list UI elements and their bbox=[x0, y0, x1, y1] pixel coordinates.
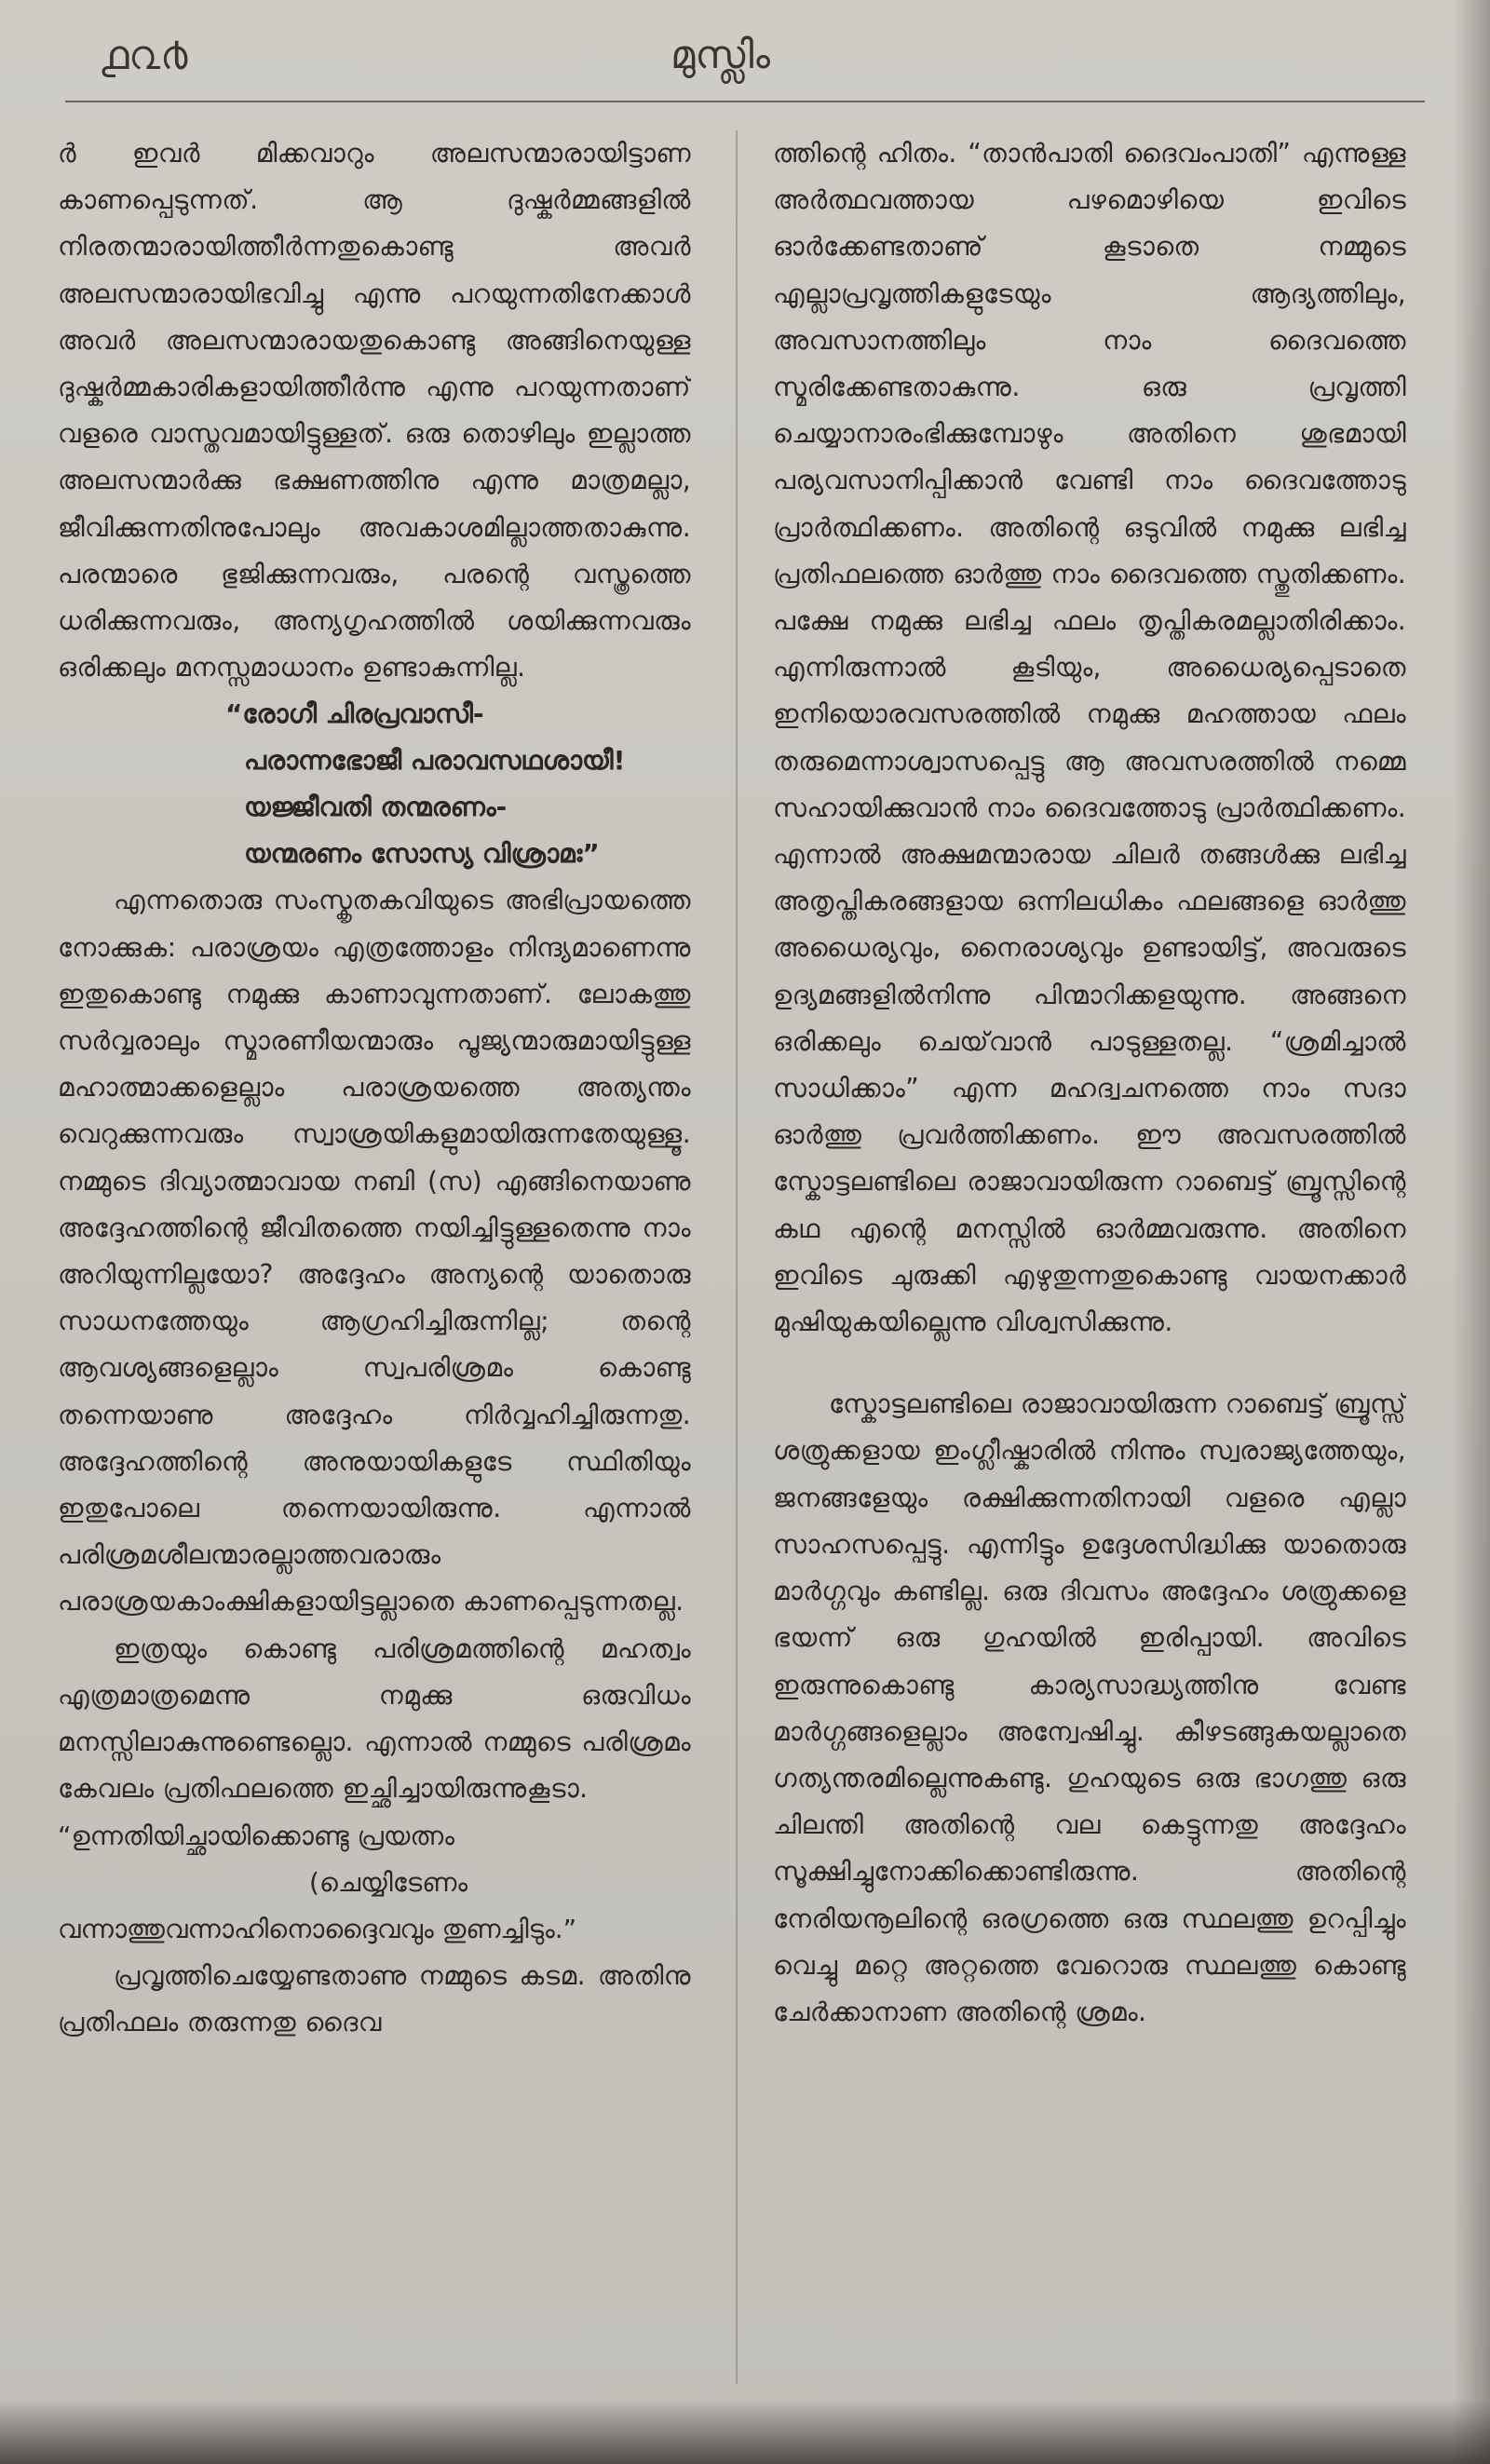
running-title: മുസ്ലിം bbox=[670, 32, 770, 77]
verse-line-2: പരാന്നഭോജീ പരാവസഥശായീ! bbox=[244, 745, 626, 777]
left-paragraph-1: ർ ഇവർ മിക്കവാറും അലസന്മാരായിട്ടാണ കാണപ്പെടുന്നത്. ആ ദുഷ്കർമ്മങ്ങളിൽ നിരതന്മാരായിത്തീർന്നതുകൊണ്ടു അവർ അലസന്മാരായിഭവിച്ചു എന്നു പറയുന്നതിനേക്കാൾ അവർ അലസന്മാരായതുകൊണ്ടു അങ്ങിനെയുള്ള ദുഷ്കർമ്മകാരികളായിത്തീർന്നു എന്നു പറയുന്നതാണ് വളരെ വാസ്തവമായിട്ടുള്ളത്. ഒരു തൊഴിലും ഇല്ലാത്ത അലസന്മാർക്കു ഭക്ഷണത്തിനു എന്നു മാത്രമല്ലാ, ജീവിക്കുന്നതിനുപോലും അവകാശമില്ലാത്തതാകുന്നു. പരന്മാരെ ഭുജിക്കുന്നവരും, പരന്റെ വസ്ത്രത്തെ ധരിക്കുന്നവരും, അന്യഗൃഹത്തിൽ ശയിക്കുന്നവരും ഒരിക്കലും മനസ്സമാധാനം ഉണ്ടാകുന്നില്ല. bbox=[58, 138, 691, 684]
quote-line-3: വന്നാത്തുവന്നാഹിനൊദ്ദൈവവും തുണച്ചിടും.” bbox=[58, 1913, 577, 1944]
right-paragraph-1: ത്തിന്റെ ഹിതം. “താൻപാതി ദൈവംപാതി” എന്നുള്ള അർത്ഥവത്തായ പഴമൊഴിയെ ഇവിടെ ഓർക്കേണ്ടതാണു് കൂടാതെ നമ്മുടെ എല്ലാപ്രവൃത്തികളുടേയും ആദ്യത്തിലും, അവസാനത്തിലും നാം ദൈവത്തെ സ്മരിക്കേണ്ടതാകുന്നു. ഒരു പ്രവൃത്തി ചെയ്യാനാരംഭിക്കുമ്പോഴും അതിനെ ശുഭമായി പര്യവസാനിപ്പിക്കാൻ വേണ്ടി നാം ദൈവത്തോടു പ്രാർത്ഥിക്കണം. അതിന്റെ ഒടുവിൽ നമുക്കു ലഭിച്ച പ്രതിഫലത്തെ ഓർത്തു നാം ദൈവത്തെ സ്തുതിക്കണം. പക്ഷേ നമുക്കു ലഭിച്ച ഫലം തൃപ്തികരമല്ലാതിരിക്കാം. എന്നിരുന്നാൽ കൂടിയും, അധൈര്യപ്പെടാതെ ഇനിയൊരവസരത്തിൽ നമുക്കു മഹത്തായ ഫലം തരുമെന്നാശ്വാസപ്പെട്ടു ആ അവസരത്തിൽ നമ്മെ സഹായിക്കുവാൻ നാം ദൈവത്തോടു പ്രാർത്ഥിക്കണം. എന്നാൽ അക്ഷമന്മാരായ ചിലർ തങ്ങൾക്കു ലഭിച്ച അതൃപ്തികരങ്ങളായ ഒന്നിലധികം ഫലങ്ങളെ ഓർത്തു അധൈര്യവും, നൈരാശ്യവും ഉണ്ടായിട്ട്, അവരുടെ ഉദ്യമങ്ങളിൽനിന്നു പിന്മാറിക്കളയുന്നു. അങ്ങനെ ഒരിക്കലും ചെയ്‌വാൻ പാടുള്ളതല്ല. “ശ്രമിച്ചാൽ സാധിക്കാം” എന്ന മഹദ്വചനത്തെ നാം സദാ ഓർത്തു പ്രവർത്തിക്കണം. ഈ അവസരത്തിൽ സ്കോട്ടലണ്ടിലെ രാജാവായിരുന്ന റാബെട്ട് ബ്രൂസ്സിന്റെ കഥ എന്റെ മനസ്സിൽ ഓർമ്മവരുന്നു. അതിനെ ഇവിടെ ചുരുക്കി എഴുതുന്നതുകൊണ്ടു വായനക്കാർ മുഷിയുകയില്ലെന്നു വിശ്വസിക്കുന്നു. bbox=[773, 138, 1406, 1338]
verse-line-3: യജ്ജീവതി തന്മരണം- bbox=[244, 792, 508, 823]
left-column bbox=[58, 130, 691, 2403]
right-column bbox=[773, 130, 1406, 2403]
verse-line-4: യന്മരണം സോസ്യ വിശ്രാമഃ” bbox=[244, 838, 600, 870]
header-rule bbox=[65, 101, 1425, 102]
verse-line-1: “രോഗീ ചിരപ്രവാസീ- bbox=[225, 698, 484, 730]
page-bottom-shadow bbox=[0, 2399, 1490, 2464]
page-header bbox=[0, 26, 1490, 91]
page-number: ൧൨൪ bbox=[101, 32, 188, 79]
page-edge-shadow bbox=[1453, 0, 1490, 2464]
left-paragraph-3: ഇത്രയും കൊണ്ടു പരിശ്രമത്തിന്റെ മഹത്വം എത്രമാത്രമെന്നു നമുക്കു ഒരുവിധം മനസ്സിലാകുന്നുണ്ടെല്ലൊ. എന്നാൽ നമ്മുടെ പരിശ്രമം കേവലം പ്രതിഫലത്തെ ഇച്ഛിച്ചായിരുന്നുകൂടാ. bbox=[58, 1632, 691, 1805]
column-divider bbox=[736, 130, 738, 2384]
quote-line-2: (ചെയ്യിടേണം bbox=[309, 1866, 468, 1898]
left-paragraph-4: പ്രവൃത്തിചെയ്യേണ്ടതാണു നമ്മുടെ കടമ. അതിനു പ്രതിഫലം തരുന്നതു ദൈവ bbox=[58, 1959, 691, 2038]
right-paragraph-2: സ്കോട്ടലണ്ടിലെ രാജാവായിരുന്ന റാബെട്ട് ബ്രൂസ്സ് ശത്രുക്കളായ ഇംഗ്ലീഷ്കാരിൽ നിന്നും സ്വരാജ്യത്തേയും, ജനങ്ങളേയും രക്ഷിക്കുന്നതിനായി വളരെ എല്ലാ സാഹസപ്പെട്ടു. എന്നിട്ടും ഉദ്ദേശസിദ്ധിക്കു യാതൊരു മാർഗ്ഗവും കണ്ടില്ല. ഒരു ദിവസം അദ്ദേഹം ശത്രുക്കളെ ഭയന്ന് ഒരു ഗുഹയിൽ ഇരിപ്പായി. അവിടെ ഇരുന്നുകൊണ്ടു കാര്യസാദ്ധ്യത്തിനു വേണ്ട മാർഗ്ഗങ്ങളെല്ലാം അന്വേഷിച്ചു. കീഴടങ്ങുകയല്ലാതെ ഗത്യന്തരമില്ലെന്നുകണ്ടു. ഗുഹയുടെ ഒരു ഭാഗത്തു ഒരു ചിലന്തി അതിന്റെ വല കെട്ടുന്നതു അദ്ദേഹം സൂക്ഷിച്ചുനോക്കിക്കൊണ്ടിരുന്നു. അതിന്റെ നേരിയനൂലിന്റെ ഒരഗ്രത്തെ ഒരു സ്ഥലത്തു ഉറപ്പിച്ചും വെച്ചു മറ്റെ അറ്റത്തെ വേറൊരു സ്ഥലത്തു കൊണ്ടു ചേർക്കാനാണ അതിന്റെ ശ്രമം. bbox=[773, 1388, 1406, 2027]
left-paragraph-2: എന്നതൊരു സംസ്കൃതകവിയുടെ അഭിപ്രായത്തെ നോക്കുക: പരാശ്രയം എത്രത്തോളം നിന്ദ്യമാണെന്നു ഇതുകൊണ്ടു നമുക്കു കാണാവുന്നതാണ്. ലോകത്തു സർവ്വരാലും സ്മാരണീയന്മാരും പൂജ്യന്മാരുമായിട്ടുള്ള മഹാത്മാക്കളെല്ലാം പരാശ്രയത്തെ അത്യന്തം വെറുക്കുന്നവരും സ്വാശ്രയികളുമായിരുന്നതേയുള്ളൂ. നമ്മുടെ ദിവ്യാത്മാവായ നബി (സ) എങ്ങിനെയാണു അദ്ദേഹത്തിന്റെ ജീവിതത്തെ നയിച്ചിട്ടുള്ളതെന്നു നാം അറിയുന്നില്ലയോ? അദ്ദേഹം അന്യന്റെ യാതൊരു സാധനത്തേയും ആഗ്രഹിച്ചിരുന്നില്ല; തന്റെ ആവശ്യങ്ങളെല്ലാം സ്വപരിശ്രമം കൊണ്ടു തന്നെയാണു അദ്ദേഹം നിർവ്വഹിച്ചിരുന്നതു. അദ്ദേഹത്തിന്റെ അനുയായികളുടേ സ്ഥിതിയും ഇതുപോലെ തന്നെയായിരുന്നു. എന്നാൽ പരിശ്രമശീലന്മാരല്ലാത്തവരാരും പരാശ്രയകാംക്ഷികളായിട്ടല്ലാതെ കാണപ്പെടുന്നതല്ല. bbox=[58, 885, 691, 1618]
quote-line-1: “ഉന്നതിയിച്ഛായിക്കൊണ്ടു പ്രയത്നം bbox=[58, 1820, 454, 1851]
paragraph-gap bbox=[773, 1346, 1406, 1381]
